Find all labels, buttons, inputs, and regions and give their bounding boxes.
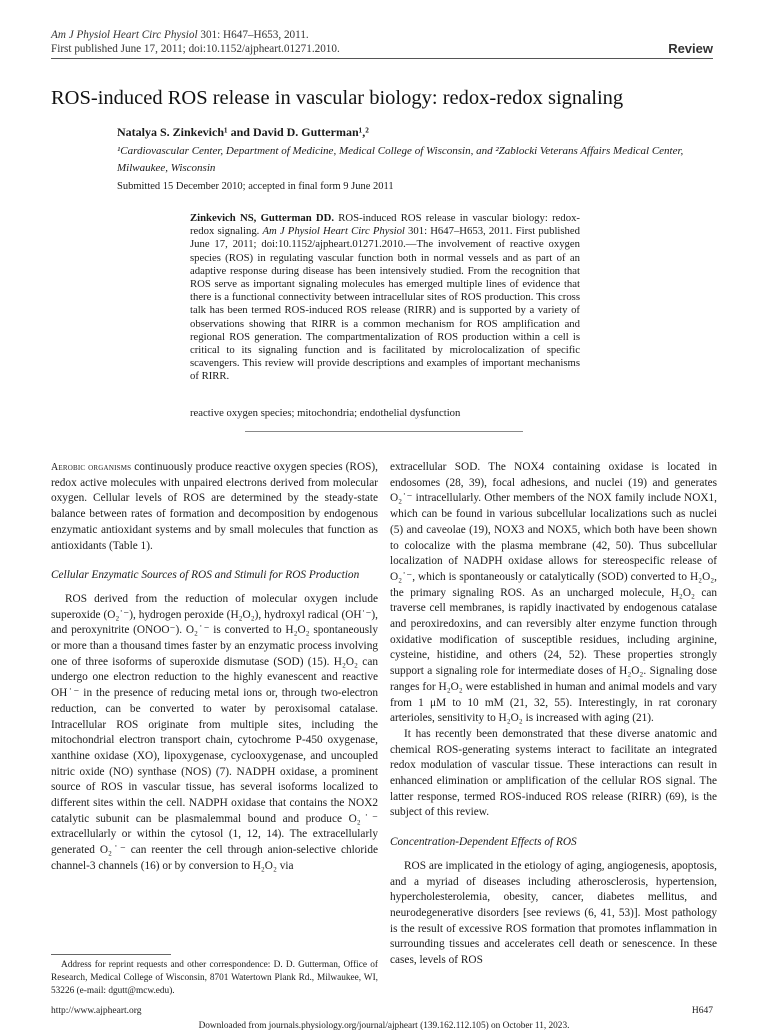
left-column: [51, 460, 378, 875]
keywords-rule: [245, 431, 523, 432]
footnote-rule: [51, 954, 171, 955]
submission-dates: Submitted 15 December 2010; accepted in final form 9 June 2011: [117, 181, 394, 192]
article-title: ROS-induced ROS release in vascular biology: redox-redox signaling: [51, 87, 624, 109]
section-sources-paragraph: ROS derived from the reduction of molecular oxygen include superoxide (O₂˙⁻), hydrogen peroxide (H₂O₂), hydroxyl radical (OH˙⁻), and peroxynitrite (ONOO⁻). O₂˙⁻ is converted to H₂O₂ spontaneously or more than a thousand times faster by an enzymatic process involving one of three isoforms of superoxide dismutase (SOD) (15). H₂O₂ can undergo one electron reduction to the highly evanescent and reactive OH˙⁻ in the presence of reducing metal ions or, through two-electron reduction, can be converted to water by peroxisomal catalase. Intracellular ROS originate from multiple sites, including the mitochondrial electron transport chain, cytochrome P-450 oxygenase, xanthine oxidase (XO), lipoxygenase, cyclooxygenase, and uncoupled nitric oxide (NO) synthase (NOS) (7). NADPH oxidase, a prominent source of ROS in vascular tissue, has several isoforms localized to different sites within the cell. NADPH oxidase that contains the NOX2 catalytic subunit can be plasmalemmal bound and produce O₂˙⁻ extracellularly or within the cytosol (1, 12, 14). The extracellularly generated O₂˙⁻ can reenter the cell through anion-selective chloride channel-3 channels (16) or by conversion to H₂O₂ via: [51, 592, 378, 872]
authors: Natalya S. Zinkevich¹ and David D. Gutterman¹,²: [117, 125, 369, 139]
journal-citation: [51, 28, 340, 56]
section-heading-concentration: Concentration-Dependent Effects of ROS: [390, 836, 577, 849]
keywords: reactive oxygen species; mitochondria; endothelial dysfunction: [190, 407, 461, 419]
intro-paragraph: [51, 460, 378, 554]
citation-rest: 301: H647–H653, 2011.: [197, 29, 309, 41]
intro-text: continuously produce reactive oxygen species (ROS), redox active molecules with unpaired electrons derived from molecular oxygen. Cellular levels of ROS are determined by the steady-state balance between rates of formation and decomposition by endogenous enzymatic antioxidant systems and by small molecules that function as antioxidants (Table 1).: [51, 461, 378, 552]
right-paragraph-2: It has recently been demonstrated that these diverse anatomic and chemical ROS-generating systems interact to facilitate an integrated redox modulation of vascular tissue. These interactions can result in enhanced elimination or amplification of the cellular ROS signal. The latter response, termed ROS-induced ROS release (RIRR) (69), is the subject of this review.: [390, 727, 717, 819]
journal-url[interactable]: http://www.ajpheart.org: [51, 1006, 142, 1016]
section-label: Review: [668, 41, 713, 56]
section-concentration-paragraph: ROS are implicated in the etiology of aging, angiogenesis, apoptosis, and a myriad of diseases including atherosclerosis, hypertension, hypercholesterolemia, obesity, cancer, diabetes mellitus, and neurodegenerative disorders [see reviews (6, 41, 53)]. Most pathology is the result of excessive ROS formation that promotes inflammation in surrounding tissues and accelerates cell death or senescence. In these cases, levels of ROS: [390, 859, 717, 967]
abstract-title-ref: ROS-induced ROS release in vascular biology: redox-redox signaling.: [190, 212, 580, 238]
download-notice: Downloaded from journals.physiology.org/journal/ajpheart (139.162.112.105) on October 11, 2023.: [198, 1021, 570, 1031]
right-column: [390, 460, 717, 969]
abstract: [190, 212, 580, 384]
right-paragraph-1: extracellular SOD. The NOX4 containing oxidase is located in endosomes (28, 39), focal adhesions, and nuclei (19) and generates O₂˙⁻ intracellularly. Other members of the NOX family include NOX1, which can be found in various subcellular localizations such as nuclei (5) and caveolae (19), NOX3 and NOX5, which both have been shown to colocalize with the plasma membrane (42, 50). Thus subcellular localization of NADPH oxidase allows for stereospecific release of O₂˙⁻, which is spontaneously or catalytically (SOD) converted to H₂O₂, the primary signaling ROS. As an uncharged molecule, H₂O₂ can traverse cell membranes, is rapidly inactivated by endogenous catalase and peroxiredoxins, and can reversibly alter enzyme function through oxidative modification of susceptible residues, including arginine, cysteine, histidine, and others (24, 52). These properties strongly support a signaling role for intermediate doses of H₂O₂. Signaling dose ranges for H₂O₂ were established in human and animal models and vary from 1 μM to 10 mM (21, 32, 55). Interestingly, in rat coronary arterioles, sensitivity to H₂O₂ is increased with aging (21).: [390, 461, 717, 725]
section-heading-sources: Cellular Enzymatic Sources of ROS and Stimuli for ROS Production: [51, 569, 360, 582]
page-number: H647: [691, 1006, 713, 1016]
header-rule: [51, 58, 713, 59]
citation-journal: Am J Physiol Heart Circ Physiol: [51, 29, 198, 41]
abstract-lead: Zinkevich NS, Gutterman DD.: [190, 212, 335, 224]
correspondence-footnote: Address for reprint requests and other correspondence: D. D. Gutterman, Office of Research, Medical College of Wisconsin, 8701 Watertown Plank Rd., Milwaukee, WI, 53226 (e-mail: dgutt@mcw.edu).: [51, 960, 378, 996]
intro-smallcaps: Aerobic organisms: [51, 462, 132, 473]
first-published: First published June 17, 2011; doi:10.1152/ajpheart.01271.2010.: [51, 43, 340, 55]
affiliation: ¹Cardiovascular Center, Department of Medicine, Medical College of Wisconsin, and ²Zablocki Veterans Affairs Medical Center, Milwaukee, Wisconsin: [117, 145, 684, 174]
abstract-body: 301: H647–H653, 2011. First published June 17, 2011; doi:10.1152/ajpheart.01271.2010.—The involvement of reactive oxygen species (ROS) in regulating vascular function both in normal vessels and as part of an adaptive response during disease has been intensively studied. From the recognition that ROS serve as important signaling molecules has emerged multiple lines of evidence that there is a functional connectivity between intracellular sites of ROS production. This cross talk has been termed ROS-induced ROS release (RIRR) and is supported by a variety of observations showing that RIRR is a common mechanism for ROS amplification and regional ROS generation. The compartmentalization of ROS production within a cell is critical to its signaling function and is facilitated by microlocalization of specific scavengers. This review will provide descriptions and examples of important mechanisms of RIRR.: [190, 225, 580, 383]
abstract-journal: Am J Physiol Heart Circ Physiol: [262, 225, 405, 238]
